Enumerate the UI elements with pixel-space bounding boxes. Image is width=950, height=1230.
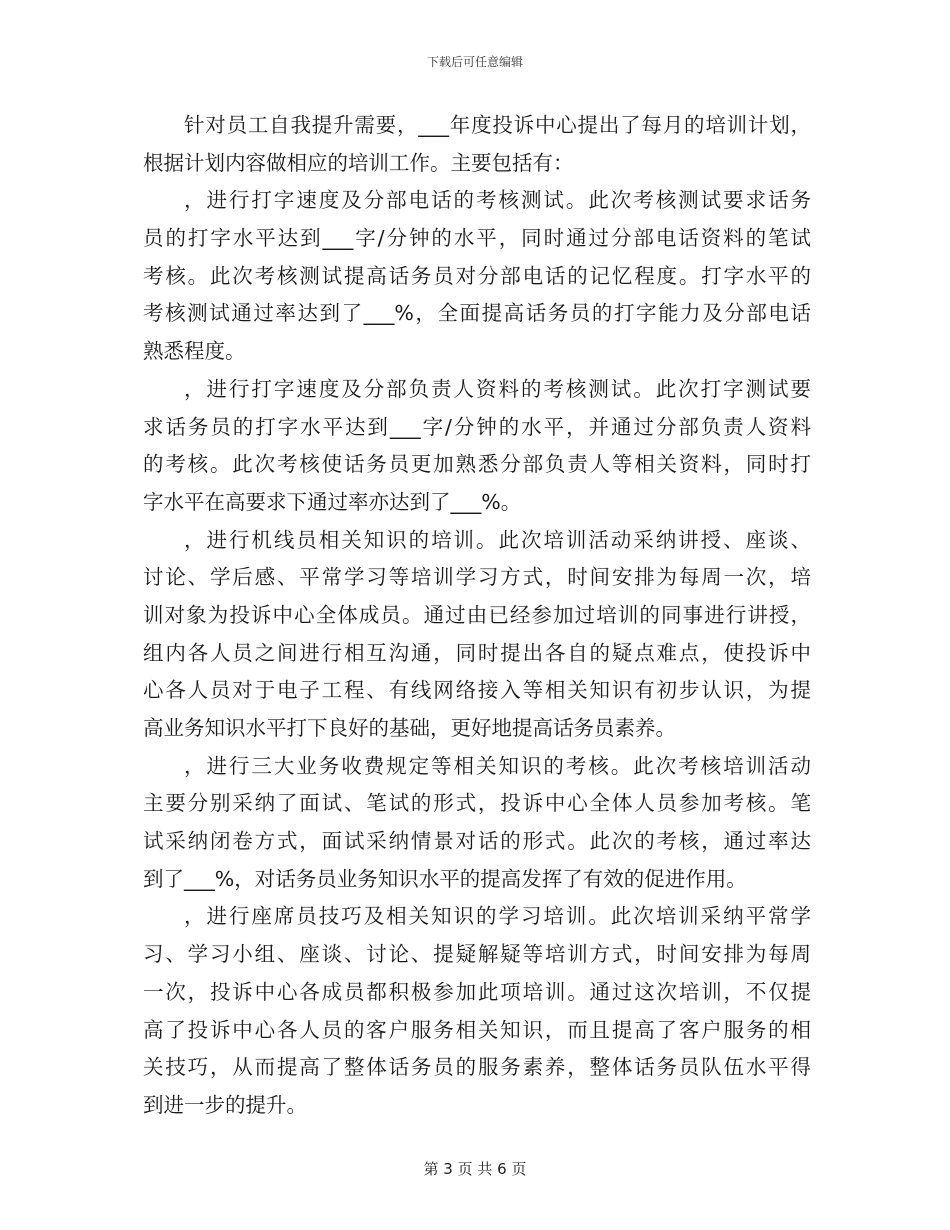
text-line: ，进行打字速度及分部电话的考核测试。此次考核测试要求话务: [184, 188, 811, 213]
text-line: 训对象为投诉中心全体成员。通过由已经参加过培训的同事进行讲授，: [143, 602, 811, 627]
paragraph: [143, 748, 811, 899]
text-line: 试采纳闭卷方式，面试采纳情景对话的形式。此次的考核，通过率达: [143, 829, 811, 854]
paragraph: [143, 182, 811, 370]
text-line: 高了投诉中心各人员的客户服务相关知识，而且提高了客户服务的相: [143, 1017, 811, 1042]
paragraph: [143, 107, 811, 182]
text-line: ，进行打字速度及分部负责人资料的考核测试。此次打字测试要: [184, 376, 811, 401]
paragraph: [143, 371, 811, 522]
paragraph: [143, 522, 811, 748]
document-body: [143, 107, 811, 1125]
paragraph: [143, 898, 811, 1124]
page-header: 下载后可任意编辑: [426, 55, 523, 69]
text-line: 关技巧，从而提高了整体话务员的服务素养，整体话务员队伍水平得: [143, 1055, 811, 1080]
text-line: 求话务员的打字水平达到___字/分钟的水平，并通过分部负责人资料: [143, 414, 811, 439]
text-line: 讨论、学后感、平常学习等培训学习方式，时间安排为每周一次，培: [143, 565, 811, 590]
page-footer: 第 3 页 共 6 页: [423, 1160, 527, 1178]
text-line: 考核测试通过率达到了___%，全面提高话务员的打字能力及分部电话: [143, 301, 811, 326]
text-line: 到进一步的提升。: [143, 1092, 307, 1117]
text-line: 的考核。此次考核使话务员更加熟悉分部负责人等相关资料，同时打: [143, 452, 811, 477]
text-line: 到了___%，对话务员业务知识水平的提高发挥了有效的促进作用。: [143, 866, 747, 891]
text-line: 字水平在高要求下通过率亦达到了___%。: [143, 489, 522, 514]
text-line: 一次，投诉中心各成员都积极参加此项培训。通过这次培训，不仅提: [143, 979, 811, 1004]
text-line: 考核。此次考核测试提高话务员对分部电话的记忆程度。打字水平的: [143, 263, 811, 288]
text-line: 习、学习小组、座谈、讨论、提疑解疑等培训方式，时间安排为每周: [143, 942, 811, 967]
text-line: ，进行机线员相关知识的培训。此次培训活动采纳讲授、座谈、: [184, 527, 811, 552]
text-line: ，进行三大业务收费规定等相关知识的考核。此次考核培训活动: [184, 753, 811, 778]
text-line: 针对员工自我提升需要，___年度投诉中心提出了每月的培训计划，: [184, 113, 811, 137]
text-line: 组内各人员之间进行相互沟通，同时提出各自的疑点难点，使投诉中: [143, 640, 811, 665]
text-line: 主要分别采纳了面试、笔试的形式，投诉中心全体人员参加考核。笔: [143, 791, 811, 816]
text-line: 高业务知识水平打下良好的基础，更好地提高话务员素养。: [143, 716, 676, 740]
text-line: 员的打字水平达到___字/分钟的水平，同时通过分部电话资料的笔试: [143, 226, 811, 251]
text-line: 熟悉程度。: [143, 339, 246, 364]
text-line: ，进行座席员技巧及相关知识的学习培训。此次培训采纳平常学: [184, 904, 811, 929]
text-line: 心各人员对于电子工程、有线网络接入等相关知识有初步认识，为提: [143, 678, 811, 703]
text-line: 根据计划内容做相应的培训工作。主要包括有：: [143, 150, 574, 175]
